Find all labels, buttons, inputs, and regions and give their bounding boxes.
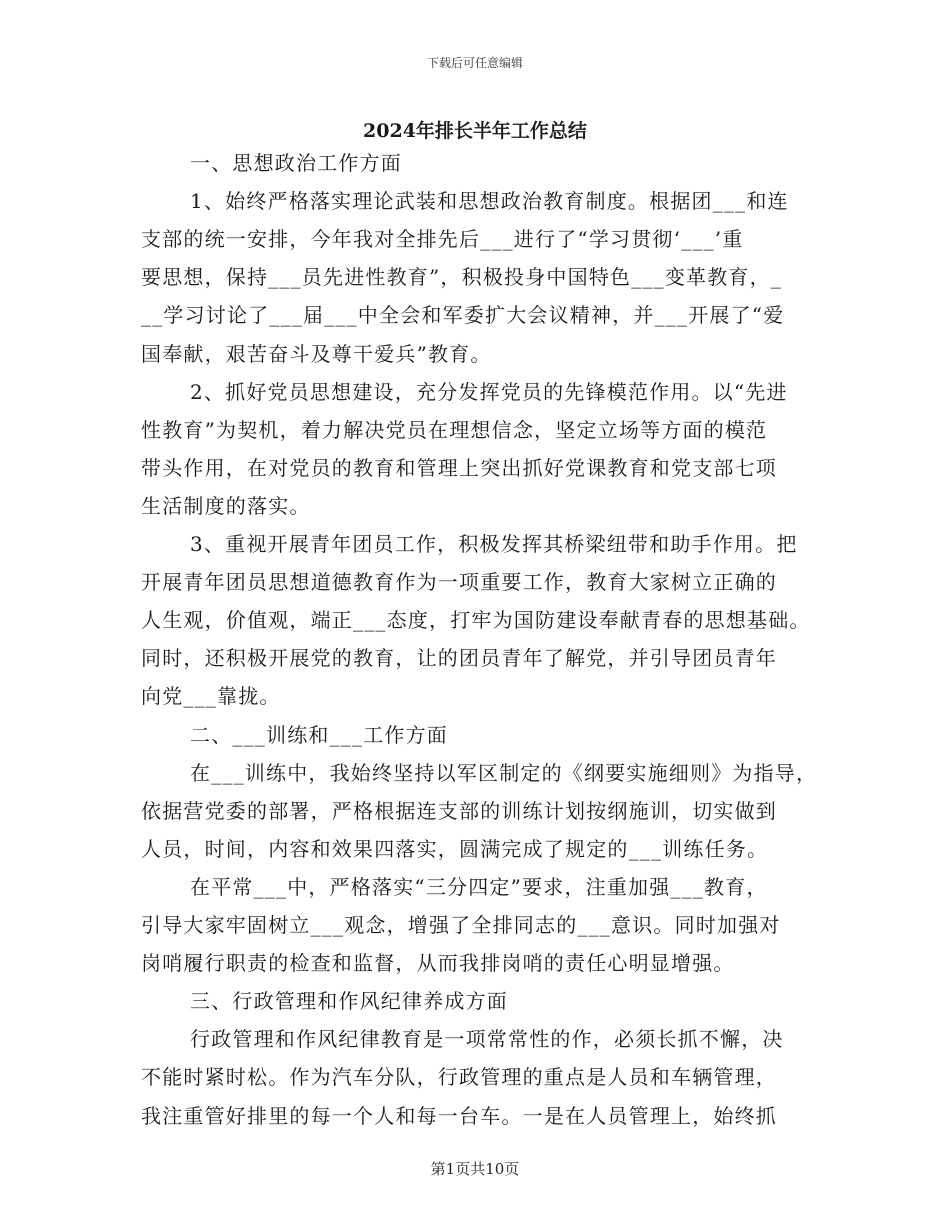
- document-title: 2024年排长半年工作总结: [363, 120, 587, 142]
- text-line: 不能时紧时松。作为汽车分队，行政管理的重点是人员和车辆管理，: [141, 1065, 777, 1090]
- text-line: 性教育”为契机，着力解决党员在理想信念，坚定立场等方面的模范: [141, 417, 768, 442]
- page-footer: 第1页共10页: [430, 1160, 520, 1178]
- text-line: 行政管理和作风纪律教育是一项常常性的作，必须长抓不懈，决: [190, 1027, 784, 1052]
- text-line: 带头作用，在对党员的教育和管理上突出抓好党课教育和党支部七项: [141, 455, 777, 480]
- text-line: 在___训练中，我始终坚持以军区制定的《纲要实施细则》为指导，: [190, 760, 818, 785]
- text-line: 生活制度的落实。: [141, 493, 311, 518]
- text-line: 岗哨履行职责的检查和监督，从而我排岗哨的责任心明显增强。: [141, 951, 735, 976]
- text-line: 人员，时间，内容和效果四落实，圆满完成了规定的___训练任务。: [141, 836, 769, 861]
- text-line: 一、思想政治工作方面: [190, 151, 402, 175]
- text-line: 2、抓好党员思想建设，充分发挥党员的先锋模范作用。以“先进: [190, 379, 788, 404]
- text-line: 国奉献，艰苦奋斗及尊干爱兵”教育。: [141, 341, 492, 366]
- text-line: 二、___训练和___工作方面: [190, 722, 448, 747]
- text-line: 开展青年团员思想道德教育作为一项重要工作，教育大家树立正确的: [141, 570, 777, 595]
- text-line: 3、重视开展青年团员工作，积极发挥其桥梁纽带和助手作用。把: [190, 532, 798, 556]
- text-line: 我注重管好排里的每一个人和每一台车。一是在人员管理上，始终抓: [141, 1103, 777, 1128]
- text-line: 人生观，价值观，端正___态度，打牢为国防建设奉献青春的思想基础。: [141, 608, 811, 633]
- text-line: __学习讨论了___届___中全会和军委扩大会议精神，并___开展了“爱: [141, 303, 785, 328]
- text-line: 三、行政管理和作风纪律养成方面: [190, 989, 508, 1014]
- text-line: 依据营党委的部署，严格根据连支部的训练计划按纲施训，切实做到: [141, 798, 777, 823]
- text-line: 支部的统一安排，今年我对全排先后___进行了“学习贯彻‘___’重: [141, 227, 744, 252]
- header-note: 下载后可任意编辑: [426, 56, 523, 70]
- text-line: 1、始终严格落实理论武装和思想政治教育制度。根据团___和连: [190, 189, 789, 214]
- text-line: 在平常___中，严格落实“三分四定”要求，注重加强___教育，: [190, 874, 768, 899]
- text-line: 向党___靠拢。: [141, 684, 281, 709]
- text-line: 引导大家牢固树立___观念，增强了全排同志的___意识。同时加强对: [141, 913, 781, 937]
- text-line: 要思想，保持___员先进性教育”，积极投身中国特色___变革教育，_: [141, 265, 783, 290]
- text-line: 同时，还积极开展党的教育，让的团员青年了解党，并引导团员青年: [141, 646, 777, 671]
